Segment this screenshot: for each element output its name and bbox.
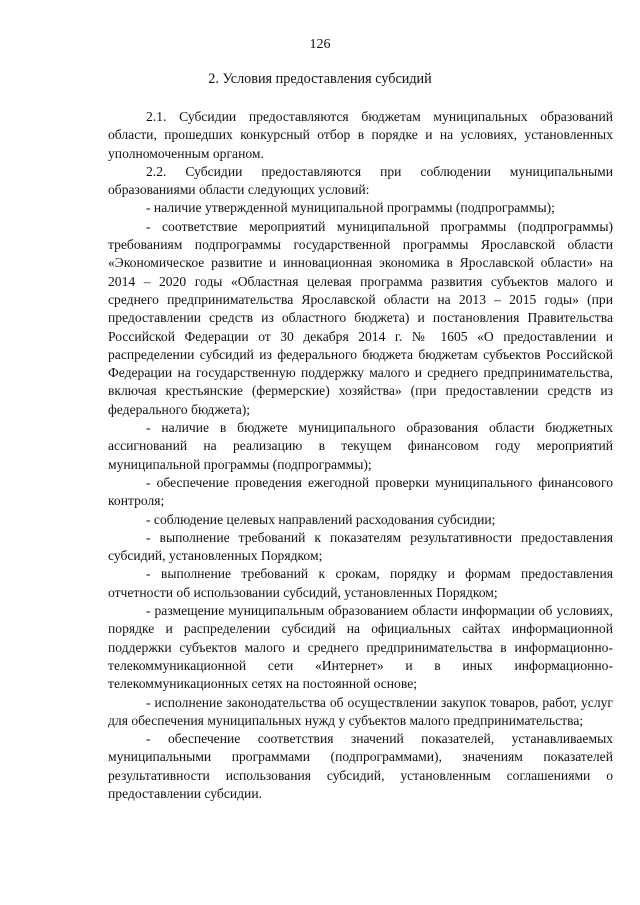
page-number: 126	[309, 37, 331, 52]
paragraph-2-2: 2.2. Субсидии предоставляются при соблюдении муниципальными образованиями области следующих условий:	[108, 163, 613, 198]
condition-item: - размещение муниципальным образованием области информации об условиях, порядке и распределении субсидий на официальных сайтах информационной поддержки субъектов малого и среднего предпринимательства в информационно-телекоммуникационной сети «Интернет» и в иных информационно-телекоммуникационных сетях на постоянной основе;	[108, 603, 613, 692]
document-body	[108, 108, 613, 803]
section-title: 2. Условия предоставления субсидий	[208, 71, 432, 87]
paragraph-2-1: 2.1. Субсидии предоставляются бюджетам муниципальных образований области, прошедших конкурсный отбор в порядке и на условиях, установленных уполномоченным органом.	[108, 109, 613, 161]
condition-item: - соблюдение целевых направлений расходования субсидии;	[146, 511, 496, 527]
condition-item: - соответствие мероприятий муниципальной программы (подпрограммы) требованиям подпрограммы государственной программы Ярославской области «Экономическое развитие и инновационная экономика в Ярославской области» на 2014 – 2020 годы «Областная целевая программа развития субъектов малого и среднего предпринимательства Ярославской области на 2013 – 2015 годы» (при предоставлении средств из областного бюджета) и постановления Правительства Российской Федерации от 30 декабря 2014 г. № 1605 «О предоставлении и распределении субсидий из федерального бюджета бюджетам субъектов Российской Федерации на государственную поддержку малого и среднего предпринимательства, включая крестьянские (фермерские) хозяйства» (при предоставлении средств из федерального бюджета);	[108, 218, 613, 417]
condition-item: - обеспечение соответствия значений показателей, устанавливаемых муниципальными программами (подпрограммами), значениям показателей результативности использования субсидий, установленным соглашениями о предоставлении субсидии.	[108, 731, 613, 801]
condition-item: - выполнение требований к показателям результативности предоставления субсидий, установленных Порядком;	[108, 529, 613, 564]
condition-item: - наличие утвержденной муниципальной программы (подпрограммы);	[146, 200, 555, 216]
condition-item: - выполнение требований к срокам, порядку и формам предоставления отчетности об использовании субсидий, установленных Порядком;	[108, 566, 613, 600]
condition-item: - исполнение законодательства об осуществлении закупок товаров, работ, услуг для обеспечения муниципальных нужд у субъектов малого предпринимательства;	[108, 694, 613, 728]
condition-item: - обеспечение проведения ежегодной проверки муниципального финансового контроля;	[108, 474, 613, 509]
condition-item: - наличие в бюджете муниципального образования области бюджетных ассигнований на реализацию в текущем финансовом году мероприятий муниципальной программы (подпрограммы);	[108, 420, 613, 472]
